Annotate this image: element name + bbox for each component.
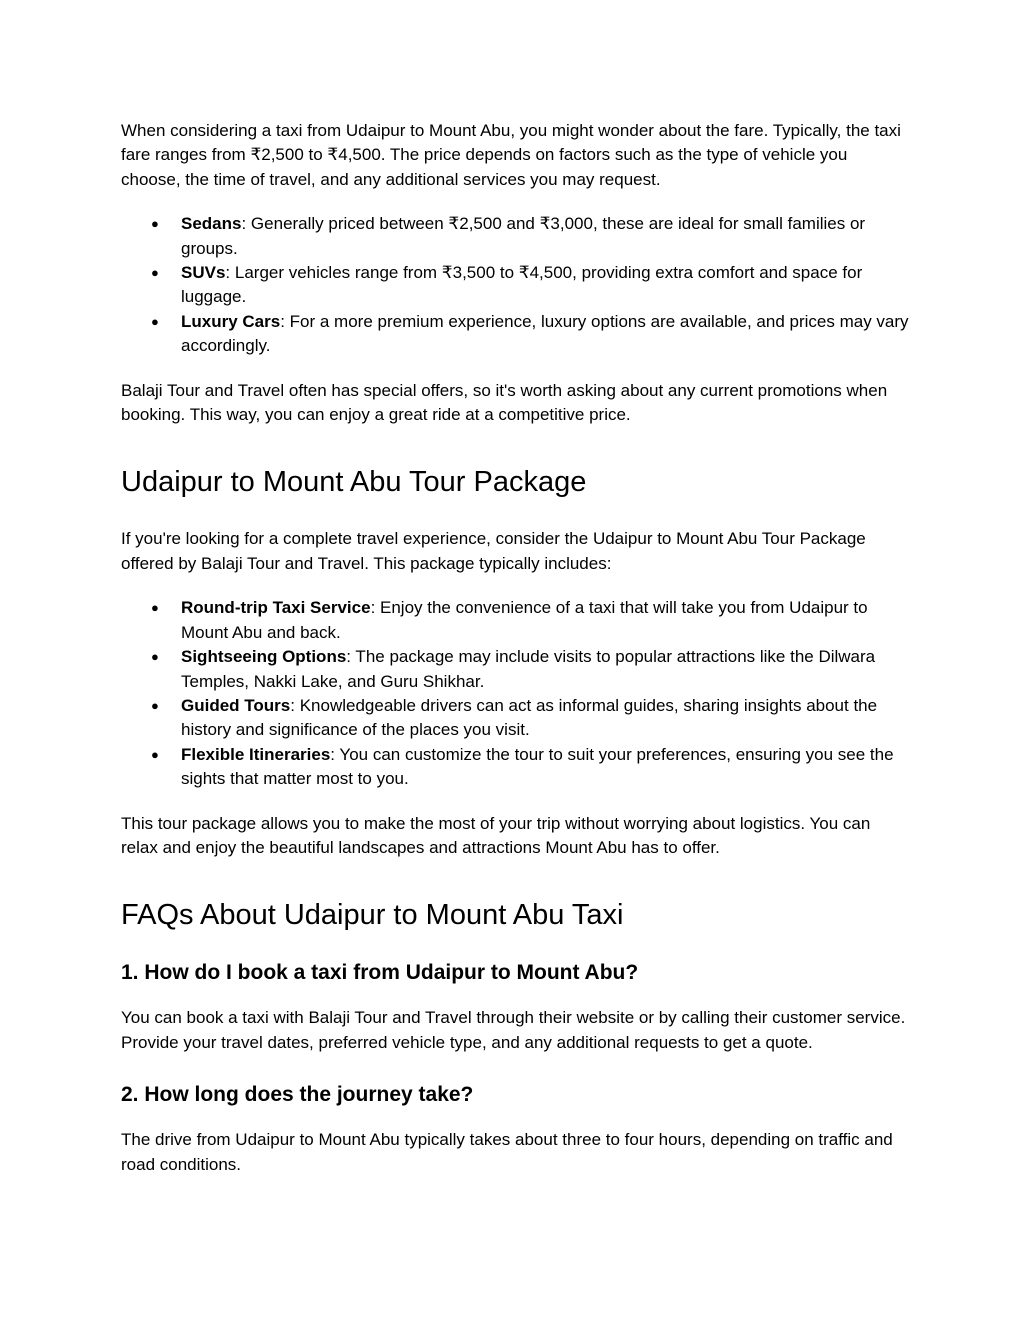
tour-package-heading: Udaipur to Mount Abu Tour Package	[121, 466, 587, 499]
list-item	[121, 645, 911, 694]
list-item	[121, 694, 911, 743]
faq-question: 1. How do I book a taxi from Udaipur to Mount Abu?	[121, 961, 639, 985]
offers-paragraph: Balaji Tour and Travel often has special offers, so it's worth asking about any current promotions when booking. This way, you can enjoy a great ride at a competitive price.	[121, 380, 888, 425]
list-item-text: : You can customize the tour to suit your preferences, ensuring you see the sights that matter most to you.	[181, 744, 894, 789]
list-item-text: : Enjoy the convenience of a taxi that will take you from Udaipur to Mount Abu and back.	[181, 598, 868, 642]
list-item-term: Sightseeing Options	[181, 647, 347, 667]
tour-features-list	[121, 596, 911, 791]
list-item-term: Flexible Itineraries	[181, 744, 331, 764]
tour-intro-paragraph: If you're looking for a complete travel experience, consider the Udaipur to Mount Abu Tour Package offered by Balaji Tour and Travel. This package typically includes:	[121, 529, 866, 573]
list-item-text: : The package may include visits to popular attractions like the Dilwara Temples, Nakki Lake, and Guru Shikhar.	[181, 647, 876, 691]
list-item-term: Luxury Cars	[181, 311, 281, 331]
document-page	[121, 119, 911, 1177]
list-item-term: Sedans	[181, 214, 242, 234]
list-item-text: : Knowledgeable drivers can act as informal guides, sharing insights about the history and significance of the places you visit.	[181, 695, 878, 740]
list-item	[121, 743, 911, 792]
vehicle-fare-list	[121, 212, 911, 358]
fare-intro-paragraph: When considering a taxi from Udaipur to Mount Abu, you might wonder about the fare. Typically, the taxi fare ranges from ₹2,500 to ₹4,500. The price depends on factors such as the type of vehicle you choose, the time of travel, and any additional services you may request.	[121, 121, 901, 189]
list-item-text: : Larger vehicles range from ₹3,500 to ₹4,500, providing extra comfort and space for luggage.	[181, 263, 863, 307]
faqs-heading: FAQs About Udaipur to Mount Abu Taxi	[121, 899, 624, 932]
list-item-term: Round-trip Taxi Service	[181, 598, 371, 618]
faq-question: 2. How long does the journey take?	[121, 1083, 474, 1107]
list-item	[121, 212, 911, 261]
faq-answer: You can book a taxi with Balaji Tour and Travel through their website or by calling their customer service. Provide your travel dates, preferred vehicle type, and any additional requests to get a quote.	[121, 1008, 906, 1052]
tour-closing-paragraph: This tour package allows you to make the most of your trip without worrying about logistics. You can relax and enjoy the beautiful landscapes and attractions Mount Abu has to offer.	[121, 813, 871, 857]
faq-answer: The drive from Udaipur to Mount Abu typically takes about three to four hours, depending on traffic and road conditions.	[121, 1130, 893, 1174]
list-item	[121, 596, 911, 645]
list-item	[121, 261, 911, 310]
list-item	[121, 310, 911, 359]
list-item-text: : For a more premium experience, luxury options are available, and prices may vary accordingly.	[181, 311, 909, 356]
list-item-term: Guided Tours	[181, 695, 291, 715]
list-item-text: : Generally priced between ₹2,500 and ₹3,000, these are ideal for small families or groups.	[181, 214, 866, 258]
list-item-term: SUVs	[181, 263, 226, 283]
